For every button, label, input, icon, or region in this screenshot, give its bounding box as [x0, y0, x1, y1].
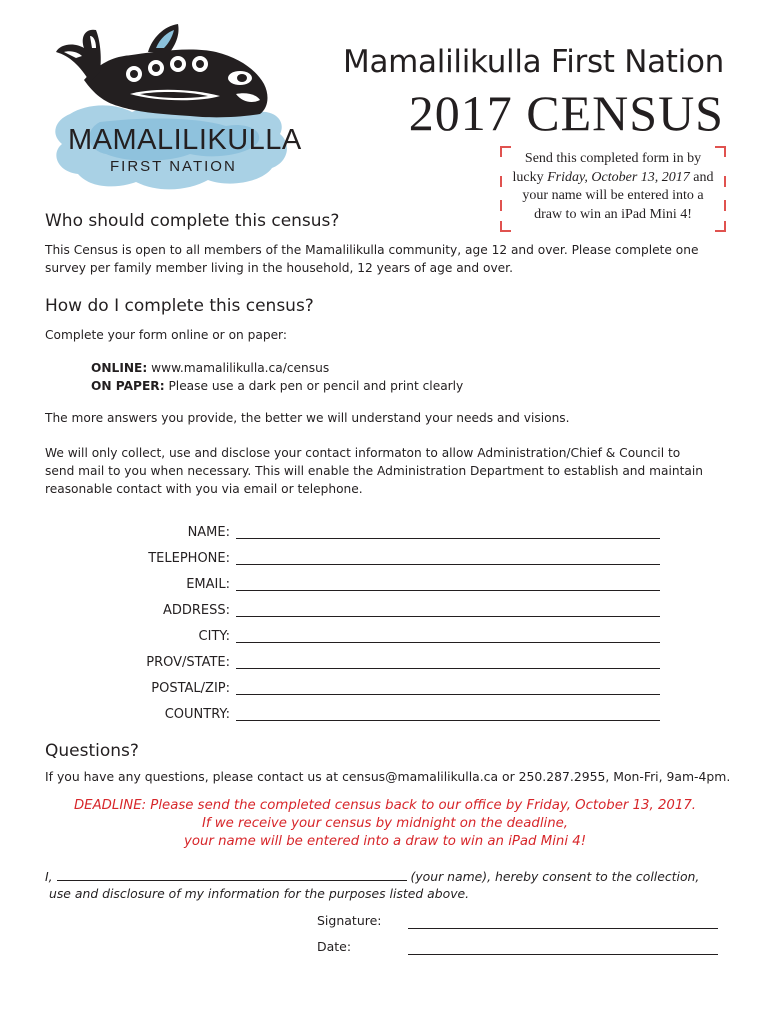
name-field: [60, 520, 660, 542]
paper-instruction: ON PAPER: Please use a dark pen or pencil and print clearly: [91, 379, 464, 393]
questions-heading: Questions?: [45, 741, 139, 761]
deadline-line-2: If we receive your census by midnight on the deadline,: [201, 816, 569, 831]
contest-callout: [500, 146, 726, 232]
postal-zip-field: [60, 676, 660, 698]
telephone-input-line[interactable]: [236, 548, 660, 565]
email-input-line[interactable]: [236, 574, 660, 591]
who-text: This Census is open to all members of the Mamalilikulla community, age 12 and over. Please complete one survey per family member living in the household, 12 years of age and over.: [45, 243, 699, 275]
address-label: ADDRESS:: [162, 603, 230, 618]
contact-phone: 250.287.2955: [518, 769, 606, 784]
questions-text: If you have any questions, please contact us at census@mamalilikulla.ca or 250.287.2955, Mon-Fri, 9am-4pm.: [45, 769, 731, 784]
postal-zip-input-line[interactable]: [236, 678, 660, 695]
census-title: 2017 CENSUS: [408, 85, 724, 141]
country-input-line[interactable]: [236, 704, 660, 721]
email-label: EMAIL:: [186, 577, 230, 592]
country-field: [60, 702, 660, 724]
organization-name: Mamalilikulla First Nation: [343, 44, 724, 80]
online-instruction: ONLINE: www.mamalilikulla.ca/census: [91, 361, 330, 375]
telephone-field: [60, 546, 660, 568]
contest-line-4: draw to win an iPad Mini 4!: [534, 206, 692, 222]
address-field: [60, 598, 660, 620]
logo-wordmark: MAMALILIKULLA: [68, 124, 302, 156]
contest-date: Friday, October 13, 2017: [547, 169, 690, 185]
deadline-line-3: your name will be entered into a draw to win an iPad Mini 4!: [183, 834, 587, 849]
contest-line-2: lucky Friday, October 13, 2017 and: [512, 169, 714, 185]
date-line[interactable]: [408, 940, 718, 955]
how-heading: How do I complete this census?: [45, 296, 314, 316]
logo-subtitle: FIRST NATION: [110, 158, 237, 175]
contest-text: [504, 150, 722, 224]
consent-line-2: use and disclosure of my information for the purposes listed above.: [49, 886, 470, 901]
signature-line[interactable]: [408, 914, 718, 929]
prov-state-label: PROV/STATE:: [146, 655, 230, 670]
city-label: CITY:: [198, 629, 230, 644]
deadline-line-1: DEADLINE: Please send the completed census back to our office by Friday, October 13, 2017.: [73, 798, 697, 813]
postal-zip-label: POSTAL/ZIP:: [151, 681, 230, 696]
name-input-line[interactable]: [236, 522, 660, 539]
consent-line-1: I, (your name), hereby consent to the collection,: [45, 869, 700, 884]
more-answers-text: The more answers you provide, the better we will understand your needs and visions.: [45, 411, 570, 425]
signature-label: Signature:: [317, 913, 382, 928]
prov-state-input-line[interactable]: [236, 652, 660, 669]
telephone-label: TELEPHONE:: [148, 551, 230, 566]
contest-line-1: Send this completed form in by: [524, 151, 702, 166]
privacy-text: We will only collect, use and disclose your contact informaton to allow Administration/Chief & Council to send mail to you when necessary. This will enable the Administration Department to establish and maintain reasonable contact with you via email or telephone.: [45, 446, 703, 496]
mamalilikulla-logo: [40, 22, 300, 212]
how-intro: Complete your form online or on paper:: [45, 328, 287, 342]
who-heading: Who should complete this census?: [45, 211, 340, 231]
prov-state-field: [60, 650, 660, 672]
country-label: COUNTRY:: [164, 707, 230, 722]
name-label: NAME:: [187, 525, 230, 540]
contest-line-3: your name will be entered into a: [522, 188, 704, 203]
city-field: [60, 624, 660, 646]
contact-email[interactable]: census@mamalilikulla.ca: [342, 769, 499, 784]
city-input-line[interactable]: [236, 626, 660, 643]
address-input-line[interactable]: [236, 600, 660, 617]
date-label: Date:: [317, 939, 352, 954]
consent-name-blank[interactable]: [57, 869, 407, 881]
email-field: [60, 572, 660, 594]
